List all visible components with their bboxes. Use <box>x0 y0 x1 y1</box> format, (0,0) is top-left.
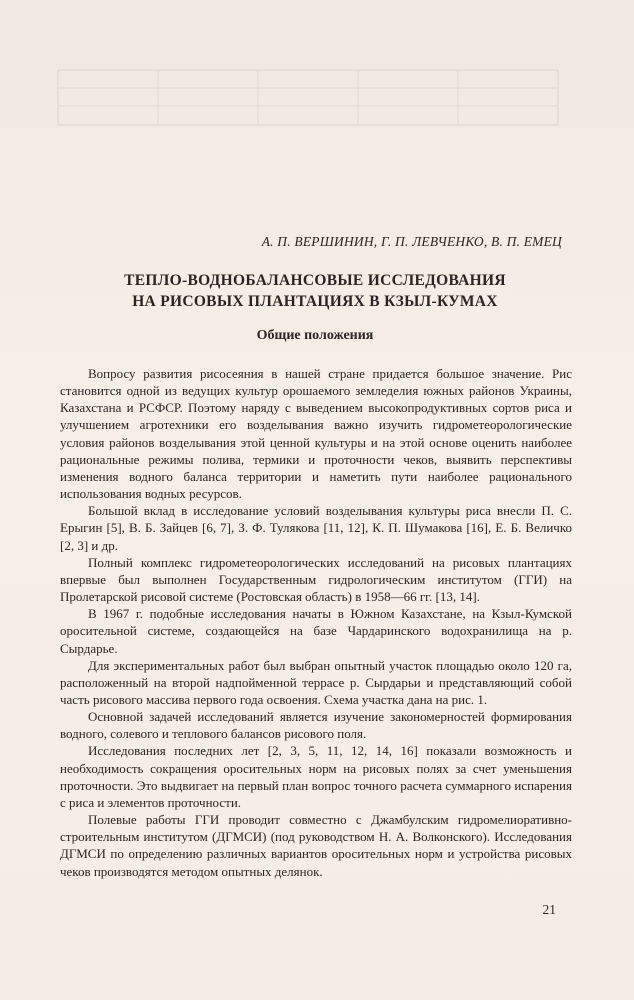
body-paragraph: Для экспериментальных работ был выбран опытный участок площадью около 120 га, расположенный на второй надпойменной террасе р. Сырдарьи и представляющий собой часть рисового массива первого года освоения. Схема участка дана на рис. 1. <box>60 657 572 707</box>
article-body <box>60 356 572 880</box>
body-paragraph: Большой вклад в исследование условий возделывания культуры риса внесли П. С. Ерыгин [5], В. Б. Зайцев [6, 7], З. Ф. Тулякова [11, 12], К. П. Шумакова [16], Е. Б. Величко [2, 3] и др. <box>60 503 572 553</box>
body-paragraph: Полевые работы ГГИ проводит совместно с Джамбулским гидромелиоративно-строительным институтом (ДГМСИ) (под руководством Н. А. Волконского). Исследования ДГМСИ по определению различных вариантов оросительных норм и устройства рисовых чеков производятся методом опытных делянок. <box>60 812 572 879</box>
body-paragraph: Вопросу развития рисосеяния в нашей стране придается большое значение. Рис становится одной из ведущих культур орошаемого земледелия южных районов Украины, Казахстана и РСФСР. Поэтому наряду с выведением высокопродуктивных сортов риса и улучшением агротехники его возделывания важно изучить гидрометеорологические условия районов возделывания этой ценной культуры и на этой основе оценить наиболее рациональные режимы полива, термики и проточности чеков, выявить перспективы изменения водного баланса территории и наметить пути наиболее рационального использования водных ресурсов. <box>60 366 572 502</box>
page-number: 21 <box>542 902 556 917</box>
article-authors: А. П. ВЕРШИНИН, Г. П. ЛЕВЧЕНКО, В. П. ЕМЕЦ <box>261 234 562 249</box>
body-paragraph: Полный комплекс гидрометеорологических исследований на рисовых плантациях впервые был выполнен Государственным гидрологическим институтом (ГГИ) на Пролетарской рисовой системе (Ростовская область) в 1958—66 гг. [13, 14]. <box>60 554 572 605</box>
body-paragraph: Основной задачей исследований является изучение закономерностей формирования водного, солевого и теплового балансов рисового поля. <box>60 709 572 742</box>
article-title-line-1: ТЕПЛО-ВОДНОБАЛАНСОВЫЕ ИССЛЕДОВАНИЯ <box>124 272 506 289</box>
show-through-figure <box>48 60 568 140</box>
body-paragraph: Исследования последних лет [2, 3, 5, 11, 12, 14, 16] показали возможность и необходимость сокращения оросительных норм на рисовых полях за счет уменьшения проточности. Это выдвигает на первый план вопрос точного расчета суммарного испарения с риса и элементов проточности. <box>60 743 572 810</box>
article-title-line-2: НА РИСОВЫХ ПЛАНТАЦИЯХ В КЗЫЛ-КУМАХ <box>132 293 498 310</box>
body-paragraph: В 1967 г. подобные исследования начаты в Южном Казахстане, на Кзыл-Кумской оросительной системе, создающейся на базе Чардаринского водохранилища на р. Сырдарье. <box>60 606 572 656</box>
section-heading: Общие положения <box>256 328 374 343</box>
article-title <box>60 270 570 312</box>
